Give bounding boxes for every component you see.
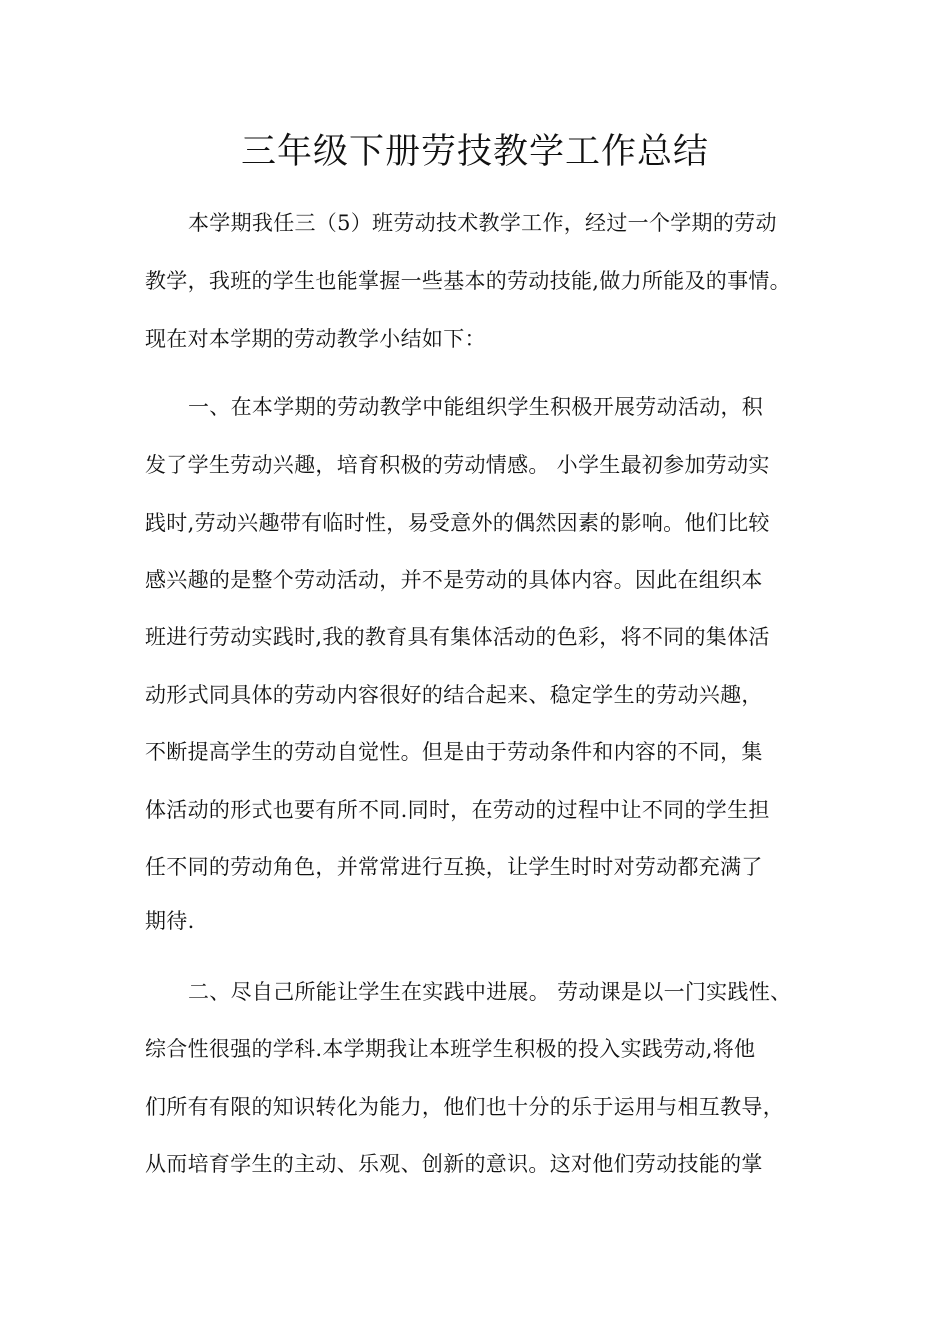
paragraph-line: 班进行劳动实践时,我的教育具有集体活动的色彩，将不同的集体活 [145, 625, 770, 649]
paragraph-line: 们所有有限的知识转化为能力，他们也十分的乐于运用与相互教导， [145, 1095, 784, 1119]
paragraph-line: 从而培育学生的主动、乐观、创新的意识。这对他们劳动技能的掌 [145, 1152, 763, 1176]
paragraph-line: 不断提高学生的劳动自觉性。但是由于劳动条件和内容的不同，集 [145, 740, 763, 764]
paragraph-line: 发了学生劳动兴趣，培育积极的劳动情感。 小学生最初参加劳动实 [145, 453, 770, 477]
paragraph-line: 动形式同具体的劳动内容很好的结合起来、稳定学生的劳动兴趣， [145, 683, 763, 707]
paragraph-line: 二、尽自己所能让学生在实践中进展。 劳动课是以一门实践性、 [188, 980, 792, 1004]
paragraph-line: 一、在本学期的劳动教学中能组织学生积极开展劳动活动，积 [188, 395, 764, 419]
paragraph-line: 践时,劳动兴趣带有临时性，易受意外的偶然因素的影响。他们比较 [145, 511, 770, 535]
paragraph-line: 体活动的形式也要有所不同.同时，在劳动的过程中让不同的学生担 [145, 798, 770, 822]
document-title: 三年级下册劳技教学工作总结 [240, 132, 709, 172]
paragraph-line: 现在对本学期的劳动教学小结如下： [145, 327, 486, 351]
paragraph-line: 教学，我班的学生也能掌握一些基本的劳动技能,做力所能及的事情。 [145, 269, 791, 293]
paragraph-line: 本学期我任三（5）班劳动技术教学工作，经过一个学期的劳动 [188, 211, 777, 235]
paragraph-line: 任不同的劳动角色，并常常进行互换，让学生时时对劳动都充满了 [145, 855, 763, 879]
paragraph-line: 期待. [145, 909, 195, 933]
paragraph-line: 综合性很强的学科.本学期我让本班学生积极的投入实践劳动,将他 [145, 1037, 756, 1061]
paragraph-line: 感兴趣的是整个劳动活动，并不是劳动的具体内容。因此在组织本 [145, 568, 763, 592]
